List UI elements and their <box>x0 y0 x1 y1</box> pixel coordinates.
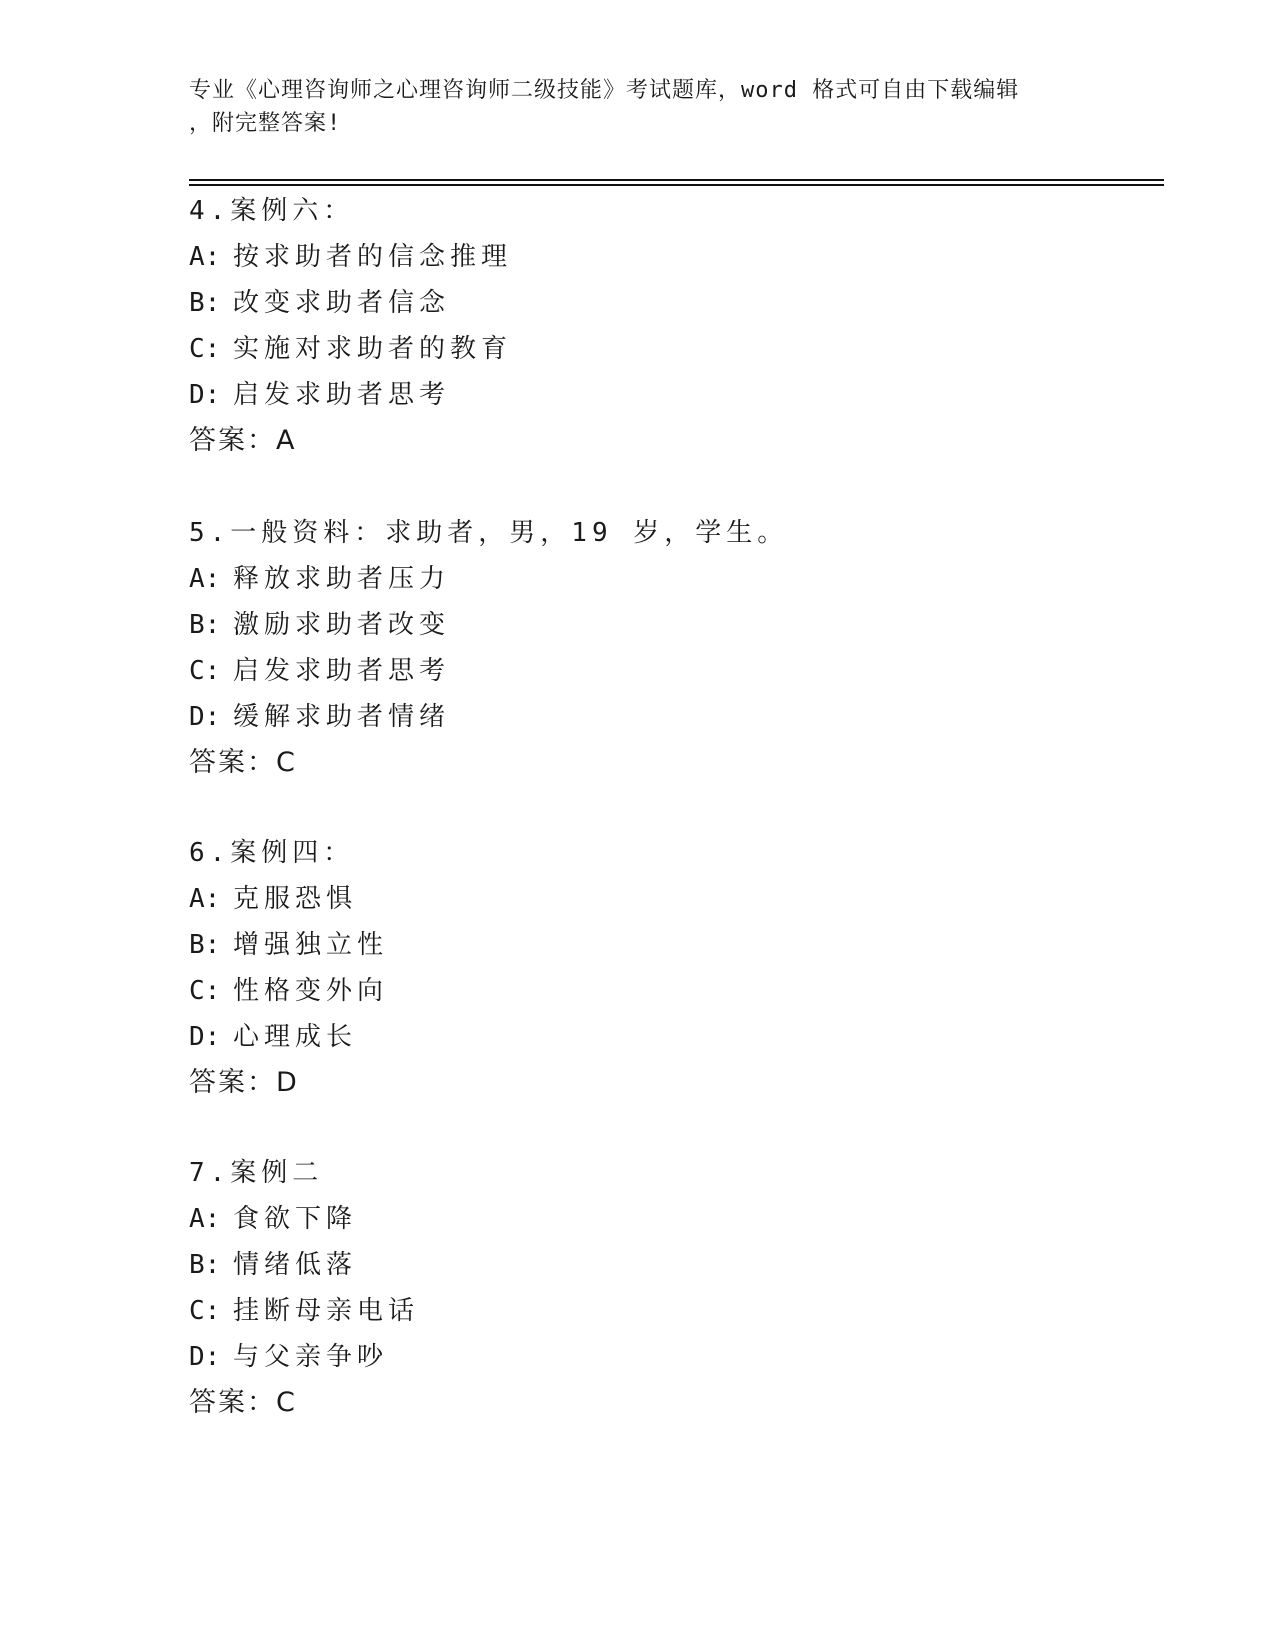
answer-label: 答案： <box>189 747 276 778</box>
option-letter: A: <box>189 1204 221 1234</box>
answer-line <box>189 418 1149 464</box>
option-text: 启发求助者思考 <box>233 656 451 686</box>
option-text: 改变求助者信念 <box>233 288 451 318</box>
answer-value: D <box>276 1067 299 1098</box>
answer-line <box>189 1380 1149 1426</box>
option-b <box>189 602 1149 648</box>
option-c <box>189 326 1149 372</box>
option-letter: A: <box>189 564 221 594</box>
header-line-1: 专业《心理咨询师之心理咨询师二级技能》考试题库，word 格式可自由下载编辑 <box>189 78 1020 103</box>
option-letter: B: <box>189 288 221 318</box>
option-b <box>189 1242 1149 1288</box>
option-text: 释放求助者压力 <box>233 564 451 594</box>
option-text: 挂断母亲电话 <box>233 1296 420 1326</box>
option-d <box>189 372 1149 418</box>
option-letter: B: <box>189 610 221 640</box>
option-text: 启发求助者思考 <box>233 380 451 410</box>
answer-label: 答案： <box>189 1387 276 1418</box>
option-letter: D: <box>189 702 221 732</box>
question-block <box>189 830 1149 1106</box>
answer-label: 答案： <box>189 1067 276 1098</box>
answer-line <box>189 740 1149 786</box>
answer-label: 答案： <box>189 425 276 456</box>
option-d <box>189 1334 1149 1380</box>
option-letter: D: <box>189 1342 221 1372</box>
option-letter: A: <box>189 242 221 272</box>
option-text: 食欲下降 <box>233 1204 358 1234</box>
option-c <box>189 648 1149 694</box>
option-d <box>189 1014 1149 1060</box>
option-c <box>189 968 1149 1014</box>
header-divider-bottom <box>189 184 1164 186</box>
option-a <box>189 1196 1149 1242</box>
option-c <box>189 1288 1149 1334</box>
option-text: 实施对求助者的教育 <box>233 334 513 364</box>
option-letter: C: <box>189 656 221 686</box>
option-b <box>189 922 1149 968</box>
question-stem: 7.案例二 <box>189 1158 324 1188</box>
option-letter: C: <box>189 334 221 364</box>
answer-value: C <box>276 1387 297 1418</box>
option-text: 克服恐惧 <box>233 884 358 914</box>
option-text: 缓解求助者情绪 <box>233 702 451 732</box>
option-d <box>189 694 1149 740</box>
option-letter: B: <box>189 1250 221 1280</box>
option-text: 激励求助者改变 <box>233 610 451 640</box>
question-stem: 5.一般资料：求助者，男，19 岁，学生。 <box>189 518 789 548</box>
option-a <box>189 234 1149 280</box>
option-letter: A: <box>189 884 221 914</box>
option-a <box>189 556 1149 602</box>
question-stem: 6.案例四： <box>189 838 355 868</box>
option-letter: D: <box>189 380 221 410</box>
question-block <box>189 1150 1149 1426</box>
option-letter: B: <box>189 930 221 960</box>
option-letter: C: <box>189 1296 221 1326</box>
option-text: 性格变外向 <box>233 976 389 1006</box>
option-text: 与父亲争吵 <box>233 1342 389 1372</box>
answer-value: C <box>276 747 297 778</box>
document-header <box>189 74 1089 140</box>
question-block <box>189 188 1149 464</box>
option-letter: C: <box>189 976 221 1006</box>
option-text: 情绪低落 <box>233 1250 358 1280</box>
option-a <box>189 876 1149 922</box>
option-letter: D: <box>189 1022 221 1052</box>
option-text: 增强独立性 <box>233 930 389 960</box>
question-stem: 4.案例六： <box>189 196 355 226</box>
option-text: 心理成长 <box>233 1022 358 1052</box>
answer-value: A <box>276 425 297 456</box>
question-block <box>189 510 1149 786</box>
answer-line <box>189 1060 1149 1106</box>
option-b <box>189 280 1149 326</box>
header-divider-top <box>189 179 1164 181</box>
option-text: 按求助者的信念推理 <box>233 242 513 272</box>
header-line-2: ，附完整答案! <box>189 111 342 136</box>
